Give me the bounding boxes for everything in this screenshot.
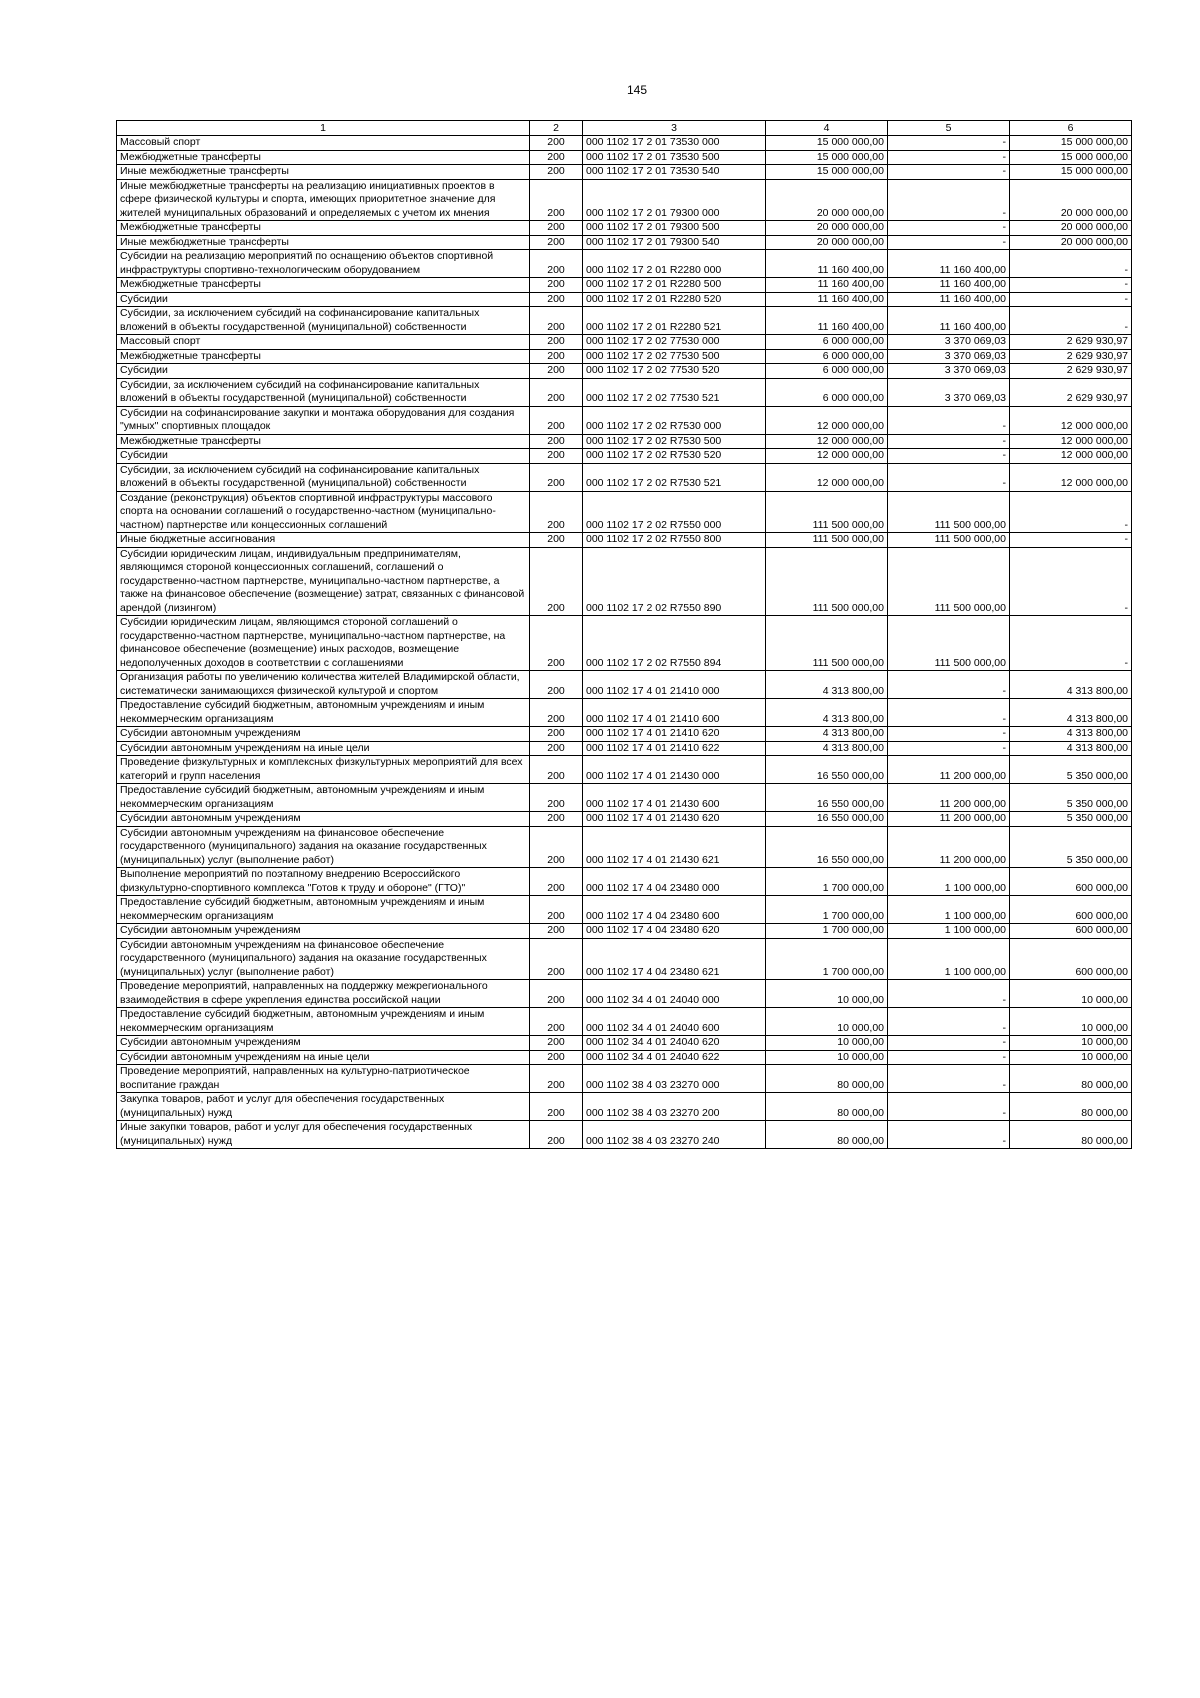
table-row: [117, 307, 1132, 335]
row-name-cell: Проведение мероприятий, направленных на поддержку межрегионального взаимодействия в сфере укрепления единства российской нации: [117, 980, 530, 1008]
row-code-cell: 200: [530, 784, 583, 812]
table-row: [117, 1121, 1132, 1149]
row-code-cell: 200: [530, 378, 583, 406]
row-amount-col6: 20 000 000,00: [1010, 221, 1132, 236]
row-name-cell: Межбюджетные трансферты: [117, 150, 530, 165]
row-amount-col6: -: [1010, 616, 1132, 671]
row-kbk-cell: 000 1102 17 2 02 R7530 521: [583, 463, 766, 491]
row-amount-col6: 5 350 000,00: [1010, 826, 1132, 868]
row-kbk-cell: 000 1102 17 2 02 R7550 800: [583, 533, 766, 548]
row-amount-col6: -: [1010, 491, 1132, 533]
table-row: [117, 616, 1132, 671]
row-amount-col4: 111 500 000,00: [766, 616, 888, 671]
row-kbk-cell: 000 1102 38 4 03 23270 200: [583, 1093, 766, 1121]
row-kbk-cell: 000 1102 17 2 01 79300 000: [583, 179, 766, 221]
row-name-cell: Закупка товаров, работ и услуг для обеспечения государственных (муниципальных) нужд: [117, 1093, 530, 1121]
row-amount-col4: 80 000,00: [766, 1065, 888, 1093]
row-kbk-cell: 000 1102 17 2 02 R7550 890: [583, 547, 766, 616]
row-amount-col5: 1 100 000,00: [888, 868, 1010, 896]
row-code-cell: 200: [530, 292, 583, 307]
row-name-cell: Иные бюджетные ассигнования: [117, 533, 530, 548]
row-amount-col4: 12 000 000,00: [766, 449, 888, 464]
table-row: [117, 533, 1132, 548]
row-amount-col5: -: [888, 671, 1010, 699]
row-kbk-cell: 000 1102 17 4 01 21410 000: [583, 671, 766, 699]
row-name-cell: Массовый спорт: [117, 335, 530, 350]
row-kbk-cell: 000 1102 17 2 02 R7530 500: [583, 434, 766, 449]
row-kbk-cell: 000 1102 34 4 01 24040 620: [583, 1036, 766, 1051]
row-code-cell: 200: [530, 136, 583, 151]
row-amount-col4: 4 313 800,00: [766, 699, 888, 727]
row-amount-col5: 1 100 000,00: [888, 938, 1010, 980]
row-code-cell: 200: [530, 364, 583, 379]
row-kbk-cell: 000 1102 17 2 01 73530 540: [583, 165, 766, 180]
row-amount-col5: -: [888, 699, 1010, 727]
row-code-cell: 200: [530, 250, 583, 278]
budget-table: [116, 120, 1132, 1149]
row-amount-col4: 10 000,00: [766, 980, 888, 1008]
column-header: 3: [583, 121, 766, 136]
row-name-cell: Субсидии юридическим лицам, являющимся стороной соглашений о государственно-частном партнерстве, муниципально-частном партнерстве, на финансовое обеспечение (возмещение) иных расходов, возмещение недополученных доходов в соответствии с соглашениями: [117, 616, 530, 671]
row-amount-col6: 12 000 000,00: [1010, 434, 1132, 449]
row-amount-col6: 10 000,00: [1010, 1008, 1132, 1036]
row-kbk-cell: 000 1102 17 2 02 R7530 000: [583, 406, 766, 434]
row-name-cell: Субсидии автономным учреждениям на финансовое обеспечение государственного (муниципального) задания на оказание государственных (муниципальных) услуг (выполнение работ): [117, 826, 530, 868]
row-amount-col5: 111 500 000,00: [888, 491, 1010, 533]
row-kbk-cell: 000 1102 17 2 02 R7550 000: [583, 491, 766, 533]
row-kbk-cell: 000 1102 38 4 03 23270 240: [583, 1121, 766, 1149]
row-code-cell: 200: [530, 463, 583, 491]
row-kbk-cell: 000 1102 17 4 04 23480 620: [583, 924, 766, 939]
row-code-cell: 200: [530, 1008, 583, 1036]
row-amount-col6: 12 000 000,00: [1010, 406, 1132, 434]
row-amount-col5: -: [888, 179, 1010, 221]
table-row: [117, 1008, 1132, 1036]
row-name-cell: Субсидии: [117, 292, 530, 307]
row-kbk-cell: 000 1102 17 2 01 73530 000: [583, 136, 766, 151]
row-code-cell: 200: [530, 221, 583, 236]
table-row: [117, 924, 1132, 939]
row-amount-col6: 10 000,00: [1010, 980, 1132, 1008]
row-amount-col6: 10 000,00: [1010, 1050, 1132, 1065]
row-kbk-cell: 000 1102 17 4 04 23480 621: [583, 938, 766, 980]
row-name-cell: Субсидии автономным учреждениям: [117, 924, 530, 939]
row-amount-col4: 4 313 800,00: [766, 671, 888, 699]
table-row: [117, 868, 1132, 896]
row-amount-col5: -: [888, 221, 1010, 236]
row-amount-col4: 1 700 000,00: [766, 868, 888, 896]
row-kbk-cell: 000 1102 17 4 04 23480 600: [583, 896, 766, 924]
row-code-cell: 200: [530, 1036, 583, 1051]
row-amount-col5: 11 200 000,00: [888, 756, 1010, 784]
row-amount-col4: 10 000,00: [766, 1050, 888, 1065]
row-amount-col4: 15 000 000,00: [766, 150, 888, 165]
row-amount-col5: 111 500 000,00: [888, 533, 1010, 548]
row-code-cell: 200: [530, 165, 583, 180]
row-code-cell: 200: [530, 938, 583, 980]
row-code-cell: 200: [530, 868, 583, 896]
row-name-cell: Субсидии автономным учреждениям на иные цели: [117, 1050, 530, 1065]
row-amount-col6: 4 313 800,00: [1010, 671, 1132, 699]
table-row: [117, 349, 1132, 364]
row-kbk-cell: 000 1102 17 4 01 21410 622: [583, 741, 766, 756]
row-name-cell: Субсидии автономным учреждениям: [117, 727, 530, 742]
row-kbk-cell: 000 1102 17 2 02 77530 521: [583, 378, 766, 406]
row-code-cell: 200: [530, 150, 583, 165]
row-code-cell: 200: [530, 335, 583, 350]
row-code-cell: 200: [530, 547, 583, 616]
row-name-cell: Субсидии, за исключением субсидий на софинансирование капитальных вложений в объекты государственной (муниципальной) собственности: [117, 463, 530, 491]
row-code-cell: 200: [530, 741, 583, 756]
row-code-cell: 200: [530, 307, 583, 335]
table-row: [117, 235, 1132, 250]
row-amount-col6: 4 313 800,00: [1010, 699, 1132, 727]
row-amount-col6: 5 350 000,00: [1010, 756, 1132, 784]
row-amount-col5: -: [888, 1008, 1010, 1036]
table-row: [117, 449, 1132, 464]
row-amount-col6: -: [1010, 533, 1132, 548]
row-amount-col4: 6 000 000,00: [766, 335, 888, 350]
row-amount-col5: 3 370 069,03: [888, 378, 1010, 406]
row-amount-col6: 80 000,00: [1010, 1065, 1132, 1093]
row-code-cell: 200: [530, 980, 583, 1008]
row-amount-col4: 15 000 000,00: [766, 165, 888, 180]
row-amount-col5: -: [888, 136, 1010, 151]
row-amount-col5: -: [888, 1065, 1010, 1093]
row-amount-col6: 2 629 930,97: [1010, 335, 1132, 350]
row-code-cell: 200: [530, 699, 583, 727]
table-row: [117, 335, 1132, 350]
column-header: 2: [530, 121, 583, 136]
row-amount-col6: 20 000 000,00: [1010, 235, 1132, 250]
row-amount-col4: 111 500 000,00: [766, 491, 888, 533]
row-amount-col5: 11 200 000,00: [888, 812, 1010, 827]
row-name-cell: Субсидии: [117, 364, 530, 379]
table-row: [117, 179, 1132, 221]
table-row: [117, 136, 1132, 151]
row-amount-col4: 6 000 000,00: [766, 378, 888, 406]
row-amount-col6: -: [1010, 278, 1132, 293]
row-name-cell: Иные межбюджетные трансферты: [117, 165, 530, 180]
table-row: [117, 250, 1132, 278]
row-name-cell: Субсидии: [117, 449, 530, 464]
row-name-cell: Иные межбюджетные трансферты: [117, 235, 530, 250]
row-code-cell: 200: [530, 1093, 583, 1121]
row-name-cell: Субсидии, за исключением субсидий на софинансирование капитальных вложений в объекты государственной (муниципальной) собственности: [117, 378, 530, 406]
row-amount-col4: 1 700 000,00: [766, 938, 888, 980]
row-amount-col5: 3 370 069,03: [888, 349, 1010, 364]
row-amount-col4: 20 000 000,00: [766, 221, 888, 236]
row-amount-col5: 1 100 000,00: [888, 896, 1010, 924]
row-amount-col4: 4 313 800,00: [766, 727, 888, 742]
row-amount-col6: 4 313 800,00: [1010, 727, 1132, 742]
row-amount-col4: 1 700 000,00: [766, 896, 888, 924]
row-amount-col4: 4 313 800,00: [766, 741, 888, 756]
row-amount-col4: 6 000 000,00: [766, 349, 888, 364]
table-row: [117, 221, 1132, 236]
row-code-cell: 200: [530, 406, 583, 434]
row-name-cell: Субсидии автономным учреждениям: [117, 812, 530, 827]
row-kbk-cell: 000 1102 17 4 01 21410 600: [583, 699, 766, 727]
row-name-cell: Предоставление субсидий бюджетным, автономным учреждениям и иным некоммерческим организациям: [117, 896, 530, 924]
table-row: [117, 463, 1132, 491]
row-amount-col4: 11 160 400,00: [766, 292, 888, 307]
row-amount-col6: 600 000,00: [1010, 896, 1132, 924]
row-amount-col5: -: [888, 741, 1010, 756]
row-name-cell: Межбюджетные трансферты: [117, 349, 530, 364]
row-amount-col4: 11 160 400,00: [766, 250, 888, 278]
row-kbk-cell: 000 1102 38 4 03 23270 000: [583, 1065, 766, 1093]
row-amount-col4: 12 000 000,00: [766, 434, 888, 449]
row-amount-col4: 12 000 000,00: [766, 406, 888, 434]
row-name-cell: Выполнение мероприятий по поэтапному внедрению Всероссийского физкультурно-спортивного комплекса "Готов к труду и обороне" (ГТО)": [117, 868, 530, 896]
row-amount-col5: -: [888, 463, 1010, 491]
row-code-cell: 200: [530, 826, 583, 868]
row-amount-col5: 1 100 000,00: [888, 924, 1010, 939]
row-kbk-cell: 000 1102 17 2 02 77530 520: [583, 364, 766, 379]
table-row: [117, 896, 1132, 924]
table-row: [117, 278, 1132, 293]
table-row: [117, 1093, 1132, 1121]
table-row: [117, 1065, 1132, 1093]
row-amount-col6: -: [1010, 547, 1132, 616]
row-amount-col6: 2 629 930,97: [1010, 349, 1132, 364]
row-amount-col6: 15 000 000,00: [1010, 136, 1132, 151]
row-code-cell: 200: [530, 812, 583, 827]
row-amount-col5: -: [888, 150, 1010, 165]
row-name-cell: Субсидии на реализацию мероприятий по оснащению объектов спортивной инфраструктуры спортивно-технологическим оборудованием: [117, 250, 530, 278]
row-name-cell: Субсидии, за исключением субсидий на софинансирование капитальных вложений в объекты государственной (муниципальной) собственности: [117, 307, 530, 335]
table-row: [117, 547, 1132, 616]
row-amount-col5: 3 370 069,03: [888, 364, 1010, 379]
row-amount-col5: -: [888, 727, 1010, 742]
row-code-cell: 200: [530, 756, 583, 784]
row-amount-col5: 111 500 000,00: [888, 616, 1010, 671]
row-amount-col4: 20 000 000,00: [766, 179, 888, 221]
row-amount-col6: 600 000,00: [1010, 868, 1132, 896]
row-amount-col4: 20 000 000,00: [766, 235, 888, 250]
row-kbk-cell: 000 1102 17 2 01 73530 500: [583, 150, 766, 165]
row-amount-col6: 12 000 000,00: [1010, 449, 1132, 464]
row-name-cell: Иные межбюджетные трансферты на реализацию инициативных проектов в сфере физической культуры и спорта, имеющих приоритетное значение для жителей муниципальных образований и определяемых с учетом их мнения: [117, 179, 530, 221]
row-amount-col5: 11 160 400,00: [888, 250, 1010, 278]
row-name-cell: Субсидии юридическим лицам, индивидуальным предпринимателям, являющимся стороной концессионных соглашений, соглашений о государственно-частном партнерстве, муниципально-частном партнерстве, а также на финансовое обеспечение (возмещение) затрат, связанных с финансовой арендой (лизингом): [117, 547, 530, 616]
row-name-cell: Межбюджетные трансферты: [117, 278, 530, 293]
row-code-cell: 200: [530, 1050, 583, 1065]
table-row: [117, 165, 1132, 180]
row-code-cell: 200: [530, 671, 583, 699]
row-amount-col4: 15 000 000,00: [766, 136, 888, 151]
row-name-cell: Субсидии автономным учреждениям на иные цели: [117, 741, 530, 756]
row-amount-col5: 11 160 400,00: [888, 307, 1010, 335]
row-kbk-cell: 000 1102 17 4 01 21430 000: [583, 756, 766, 784]
row-kbk-cell: 000 1102 17 4 01 21430 600: [583, 784, 766, 812]
row-amount-col5: -: [888, 165, 1010, 180]
row-amount-col6: 80 000,00: [1010, 1121, 1132, 1149]
row-kbk-cell: 000 1102 34 4 01 24040 622: [583, 1050, 766, 1065]
row-name-cell: Иные закупки товаров, работ и услуг для обеспечения государственных (муниципальных) нужд: [117, 1121, 530, 1149]
row-amount-col5: 3 370 069,03: [888, 335, 1010, 350]
row-amount-col6: 15 000 000,00: [1010, 150, 1132, 165]
row-amount-col5: -: [888, 449, 1010, 464]
row-kbk-cell: 000 1102 17 2 02 77530 500: [583, 349, 766, 364]
table-row: [117, 671, 1132, 699]
row-kbk-cell: 000 1102 17 2 01 R2280 500: [583, 278, 766, 293]
row-code-cell: 200: [530, 235, 583, 250]
row-amount-col4: 12 000 000,00: [766, 463, 888, 491]
row-amount-col4: 80 000,00: [766, 1093, 888, 1121]
row-kbk-cell: 000 1102 17 2 01 79300 500: [583, 221, 766, 236]
row-amount-col6: 5 350 000,00: [1010, 812, 1132, 827]
row-amount-col5: 11 200 000,00: [888, 784, 1010, 812]
table-row: [117, 292, 1132, 307]
table-row: [117, 406, 1132, 434]
row-kbk-cell: 000 1102 17 4 04 23480 000: [583, 868, 766, 896]
row-name-cell: Межбюджетные трансферты: [117, 434, 530, 449]
table-row: [117, 1036, 1132, 1051]
row-amount-col5: -: [888, 1036, 1010, 1051]
row-amount-col6: 2 629 930,97: [1010, 378, 1132, 406]
row-name-cell: Создание (реконструкция) объектов спортивной инфраструктуры массового спорта на основании соглашений о государственно-частном (муниципально-частном) партнерстве или концессионных соглашений: [117, 491, 530, 533]
row-kbk-cell: 000 1102 17 4 01 21430 620: [583, 812, 766, 827]
table-row: [117, 756, 1132, 784]
table-row: [117, 812, 1132, 827]
page-number: 145: [626, 83, 648, 97]
row-amount-col4: 11 160 400,00: [766, 278, 888, 293]
row-amount-col6: -: [1010, 307, 1132, 335]
row-amount-col6: 10 000,00: [1010, 1036, 1132, 1051]
row-amount-col4: 11 160 400,00: [766, 307, 888, 335]
row-amount-col4: 6 000 000,00: [766, 364, 888, 379]
row-name-cell: Субсидии автономным учреждениям: [117, 1036, 530, 1051]
row-amount-col5: -: [888, 1121, 1010, 1149]
row-kbk-cell: 000 1102 17 2 01 R2280 520: [583, 292, 766, 307]
table-row: [117, 1050, 1132, 1065]
row-name-cell: Субсидии на софинансирование закупки и монтажа оборудования для создания "умных" спортивных площадок: [117, 406, 530, 434]
row-amount-col6: 5 350 000,00: [1010, 784, 1132, 812]
column-header: 1: [117, 121, 530, 136]
row-kbk-cell: 000 1102 17 2 01 R2280 521: [583, 307, 766, 335]
row-amount-col4: 16 550 000,00: [766, 784, 888, 812]
row-name-cell: Организация работы по увеличению количества жителей Владимирской области, систематически занимающихся физической культурой и спортом: [117, 671, 530, 699]
row-kbk-cell: 000 1102 34 4 01 24040 000: [583, 980, 766, 1008]
row-name-cell: Субсидии автономным учреждениям на финансовое обеспечение государственного (муниципального) задания на оказание государственных (муниципальных) услуг (выполнение работ): [117, 938, 530, 980]
row-amount-col6: 12 000 000,00: [1010, 463, 1132, 491]
row-amount-col6: 2 629 930,97: [1010, 364, 1132, 379]
column-header: 6: [1010, 121, 1132, 136]
row-amount-col4: 10 000,00: [766, 1008, 888, 1036]
table-row: [117, 980, 1132, 1008]
row-amount-col6: 600 000,00: [1010, 924, 1132, 939]
row-amount-col5: 111 500 000,00: [888, 547, 1010, 616]
table-row: [117, 378, 1132, 406]
table-row: [117, 826, 1132, 868]
table-row: [117, 434, 1132, 449]
row-amount-col4: 16 550 000,00: [766, 756, 888, 784]
row-kbk-cell: 000 1102 17 4 01 21430 621: [583, 826, 766, 868]
row-code-cell: 200: [530, 491, 583, 533]
row-amount-col5: -: [888, 434, 1010, 449]
row-name-cell: Проведение мероприятий, направленных на культурно-патриотическое воспитание граждан: [117, 1065, 530, 1093]
table-header-row: [117, 121, 1132, 136]
row-amount-col5: -: [888, 980, 1010, 1008]
row-amount-col4: 80 000,00: [766, 1121, 888, 1149]
row-amount-col5: -: [888, 235, 1010, 250]
row-kbk-cell: 000 1102 34 4 01 24040 600: [583, 1008, 766, 1036]
row-code-cell: 200: [530, 278, 583, 293]
row-amount-col4: 10 000,00: [766, 1036, 888, 1051]
row-code-cell: 200: [530, 1121, 583, 1149]
table-row: [117, 938, 1132, 980]
row-amount-col6: 600 000,00: [1010, 938, 1132, 980]
row-amount-col5: -: [888, 1093, 1010, 1121]
row-amount-col6: 80 000,00: [1010, 1093, 1132, 1121]
row-code-cell: 200: [530, 533, 583, 548]
table-row: [117, 741, 1132, 756]
row-amount-col6: 4 313 800,00: [1010, 741, 1132, 756]
table-row: [117, 491, 1132, 533]
row-name-cell: Массовый спорт: [117, 136, 530, 151]
row-code-cell: 200: [530, 434, 583, 449]
row-amount-col4: 111 500 000,00: [766, 547, 888, 616]
row-name-cell: Проведение физкультурных и комплексных физкультурных мероприятий для всех категорий и групп населения: [117, 756, 530, 784]
row-name-cell: Предоставление субсидий бюджетным, автономным учреждениям и иным некоммерческим организациям: [117, 1008, 530, 1036]
row-amount-col4: 111 500 000,00: [766, 533, 888, 548]
table-row: [117, 150, 1132, 165]
row-amount-col5: 11 160 400,00: [888, 292, 1010, 307]
row-name-cell: Предоставление субсидий бюджетным, автономным учреждениям и иным некоммерческим организациям: [117, 784, 530, 812]
row-amount-col4: 16 550 000,00: [766, 812, 888, 827]
row-amount-col4: 16 550 000,00: [766, 826, 888, 868]
row-amount-col5: -: [888, 406, 1010, 434]
row-amount-col6: 20 000 000,00: [1010, 179, 1132, 221]
table-row: [117, 784, 1132, 812]
table-row: [117, 699, 1132, 727]
row-kbk-cell: 000 1102 17 4 01 21410 620: [583, 727, 766, 742]
column-header: 5: [888, 121, 1010, 136]
row-code-cell: 200: [530, 179, 583, 221]
row-amount-col4: 1 700 000,00: [766, 924, 888, 939]
row-kbk-cell: 000 1102 17 2 02 R7550 894: [583, 616, 766, 671]
row-kbk-cell: 000 1102 17 2 02 R7530 520: [583, 449, 766, 464]
column-header: 4: [766, 121, 888, 136]
row-amount-col5: -: [888, 1050, 1010, 1065]
row-code-cell: 200: [530, 616, 583, 671]
row-amount-col6: 15 000 000,00: [1010, 165, 1132, 180]
row-code-cell: 200: [530, 1065, 583, 1093]
row-kbk-cell: 000 1102 17 2 01 R2280 000: [583, 250, 766, 278]
row-code-cell: 200: [530, 349, 583, 364]
row-code-cell: 200: [530, 727, 583, 742]
row-name-cell: Межбюджетные трансферты: [117, 221, 530, 236]
row-amount-col5: 11 200 000,00: [888, 826, 1010, 868]
row-code-cell: 200: [530, 896, 583, 924]
row-name-cell: Предоставление субсидий бюджетным, автономным учреждениям и иным некоммерческим организациям: [117, 699, 530, 727]
row-code-cell: 200: [530, 924, 583, 939]
row-amount-col6: -: [1010, 250, 1132, 278]
table-row: [117, 364, 1132, 379]
row-kbk-cell: 000 1102 17 2 01 79300 540: [583, 235, 766, 250]
row-code-cell: 200: [530, 449, 583, 464]
table-row: [117, 727, 1132, 742]
row-kbk-cell: 000 1102 17 2 02 77530 000: [583, 335, 766, 350]
row-amount-col6: -: [1010, 292, 1132, 307]
row-amount-col5: 11 160 400,00: [888, 278, 1010, 293]
